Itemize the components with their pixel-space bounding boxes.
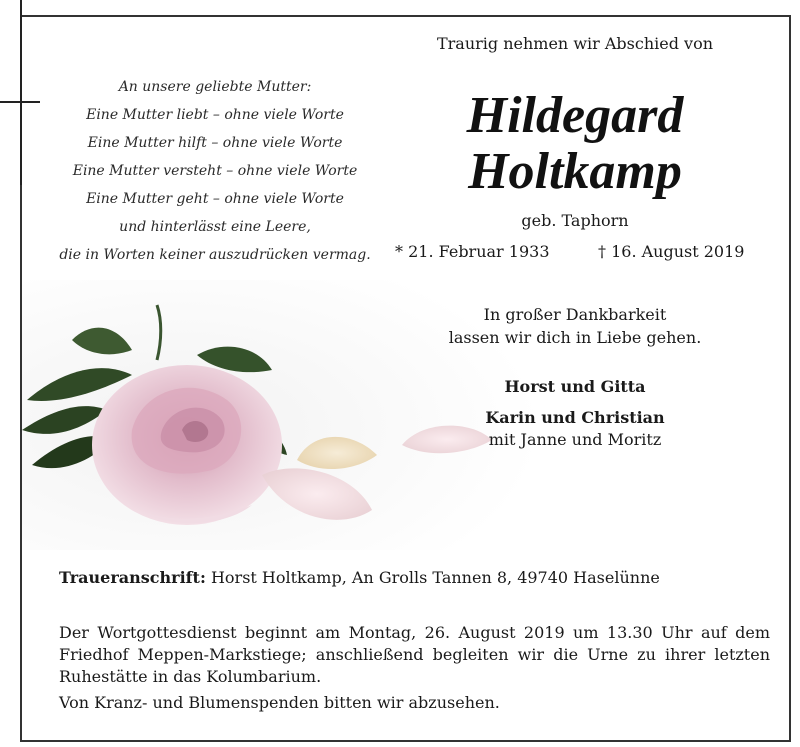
address-value: Horst Holtkamp, An Grolls Tannen 8, 49740 Haselünne [210,568,660,587]
birth-date: * 21. Februar 1933 [395,242,550,261]
service-text: Der Wortgottesdienst beginnt am Montag, 26. August 2019 um 13.30 Uhr auf dem Friedhof Meppen-Markstiege; anschließend begleiten wir die Urne zu ihrer letzten Ruhestätte in das Kolumbarium. [59,623,770,686]
thanks-line: lassen wir dich in Liebe gehen. [448,328,702,347]
address-label: Traueranschrift: [59,568,206,587]
last-name: Holtkamp [468,143,682,200]
family-names [395,371,755,455]
thanks-text [395,303,755,349]
first-name: Hildegard [466,87,684,144]
family-line: Horst und Gitta [504,377,646,396]
cross-symbol-horizontal [0,101,40,103]
born-name: geb. Taphorn [521,211,629,230]
thanks-line: In großer Dankbarkeit [483,305,667,324]
flowers-note: Von Kranz- und Blumenspenden bitten wir abzusehen. [59,693,500,712]
poem-line: Eine Mutter versteht – ohne viele Worte [72,163,358,179]
intro-text: Traurig nehmen wir Abschied von [436,34,714,53]
cross-symbol-vertical [20,0,22,185]
poem-line: Eine Mutter liebt – ohne viele Worte [86,107,344,123]
death-date: † 16. August 2019 [598,242,745,261]
deceased-name [395,88,755,200]
poem-line: Eine Mutter geht – ohne viele Worte [86,191,344,207]
mourning-address [59,568,660,587]
poem [40,73,390,269]
family-line: Karin und Christian [485,408,665,427]
family-line: mit Janne und Moritz [488,430,662,449]
poem-line: und hinterlässt eine Leere, [119,219,311,235]
poem-line: Eine Mutter hilft – ohne viele Worte [87,135,343,151]
poem-line: die in Worten keiner auszudrücken vermag. [59,247,371,263]
poem-line: An unsere geliebte Mutter: [118,79,312,95]
